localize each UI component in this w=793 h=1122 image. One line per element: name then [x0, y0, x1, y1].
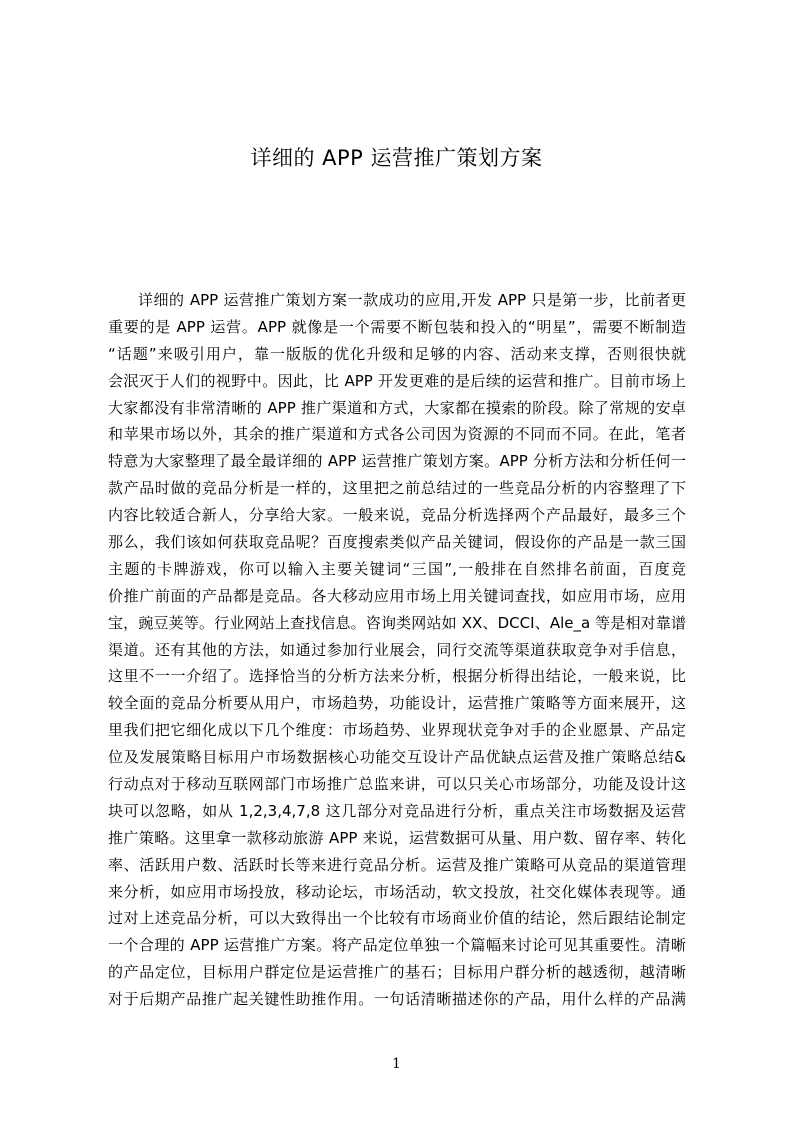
paragraph-line: 和苹果市场以外，其余的推广渠道和方式各公司因为资源的不同而不同。在此，笔者	[108, 425, 686, 444]
paragraph-line: 内容比较适合新人，分享给大家。一般来说，竞品分析选择两个产品最好，最多三个	[108, 506, 686, 525]
paragraph-line: 行动点对于移动互联网部门市场推广总监来讲，可以只关心市场部分，功能及设计这	[108, 775, 686, 794]
paragraph-line: 特意为大家整理了最全最详细的 APP 运营推广策划方案。APP 分析方法和分析任何一	[108, 452, 686, 471]
paragraph-line: 块可以忽略，如从 1,2,3,4,7,8 这几部分对竞品进行分析，重点关注市场数据及运营	[108, 801, 686, 820]
paragraph-line: 较全面的竞品分析要从用户，市场趋势，功能设计，运营推广策略等方面来展开，这	[108, 694, 686, 713]
paragraph-line: 这里不一一介绍了。选择恰当的分析方法来分析，根据分析得出结论，一般来说，比	[108, 667, 686, 686]
paragraph-line: 率、活跃用户数、活跃时长等来进行竞品分析。运营及推广策略可从竞品的渠道管理	[108, 855, 686, 874]
paragraph-line: 主题的卡牌游戏，你可以输入主要关键词“三国”,一般排在自然排名前面，百度竞	[108, 559, 686, 578]
paragraph-line: 详细的 APP 运营推广策划方案一款成功的应用,开发 APP 只是第一步，比前者更	[138, 291, 686, 309]
paragraph-line: 对于后期产品推广起关键性助推作用。一句话清晰描述你的产品，用什么样的产品满	[108, 990, 686, 1009]
paragraph-line: “话题”来吸引用户，靠一版版的优化升级和足够的内容、活动来支撑，否则很快就	[108, 344, 686, 363]
paragraph-line: 款产品时做的竞品分析是一样的，这里把之前总结过的一些竞品分析的内容整理了下	[108, 479, 686, 498]
paragraph-line: 过对上述竞品分析，可以大致得出一个比较有市场商业价值的结论，然后跟结论制定	[108, 909, 686, 928]
paragraph-line: 重要的是 APP 运营。APP 就像是一个需要不断包装和投入的“明星”，需要不断制造	[108, 317, 686, 336]
paragraph-line: 宝，豌豆荚等。行业网站上查找信息。咨询类网站如 XX、DCCI、Ale_a 等是相对靠谱	[108, 613, 686, 632]
paragraph-line: 那么，我们该如何获取竞品呢？百度搜索类似产品关键词，假设你的产品是一款三国	[108, 533, 686, 552]
paragraph-line: 价推广前面的产品都是竞品。各大移动应用市场上用关键词查找，如应用市场，应用	[108, 586, 686, 605]
paragraph-line: 推广策略。这里拿一款移动旅游 APP 来说，运营数据可从量、用户数、留存率、转化	[108, 828, 686, 847]
paragraph-line: 大家都没有非常清晰的 APP 推广渠道和方式，大家都在摸索的阶段。除了常规的安卓	[108, 398, 686, 417]
paragraph-line: 渠道。还有其他的方法，如通过参加行业展会，同行交流等渠道获取竞争对手信息，	[108, 640, 686, 659]
paragraph-line: 位及发展策略目标用户市场数据核心功能交互设计产品优缺点运营及推广策略总结&	[108, 748, 686, 767]
paragraph-line: 会泯灭于人们的视野中。因此，比 APP 开发更难的是后续的运营和推广。目前市场上	[108, 371, 686, 390]
paragraph-line: 一个合理的 APP 运营推广方案。将产品定位单独一个篇幅来讨论可见其重要性。清晰	[108, 936, 686, 955]
paragraph-line: 里我们把它细化成以下几个维度：市场趋势、业界现状竞争对手的企业愿景、产品定	[108, 721, 686, 740]
body-paragraph	[108, 287, 686, 1013]
page-number: 1	[392, 1056, 401, 1072]
paragraph-line: 的产品定位，目标用户群定位是运营推广的基石；目标用户群分析的越透彻，越清晰	[108, 963, 686, 982]
paragraph-line: 来分析，如应用市场投放，移动论坛，市场活动，软文投放，社交化媒体表现等。通	[108, 882, 686, 901]
document-title: 详细的 APP 运营推广策划方案	[250, 146, 543, 170]
